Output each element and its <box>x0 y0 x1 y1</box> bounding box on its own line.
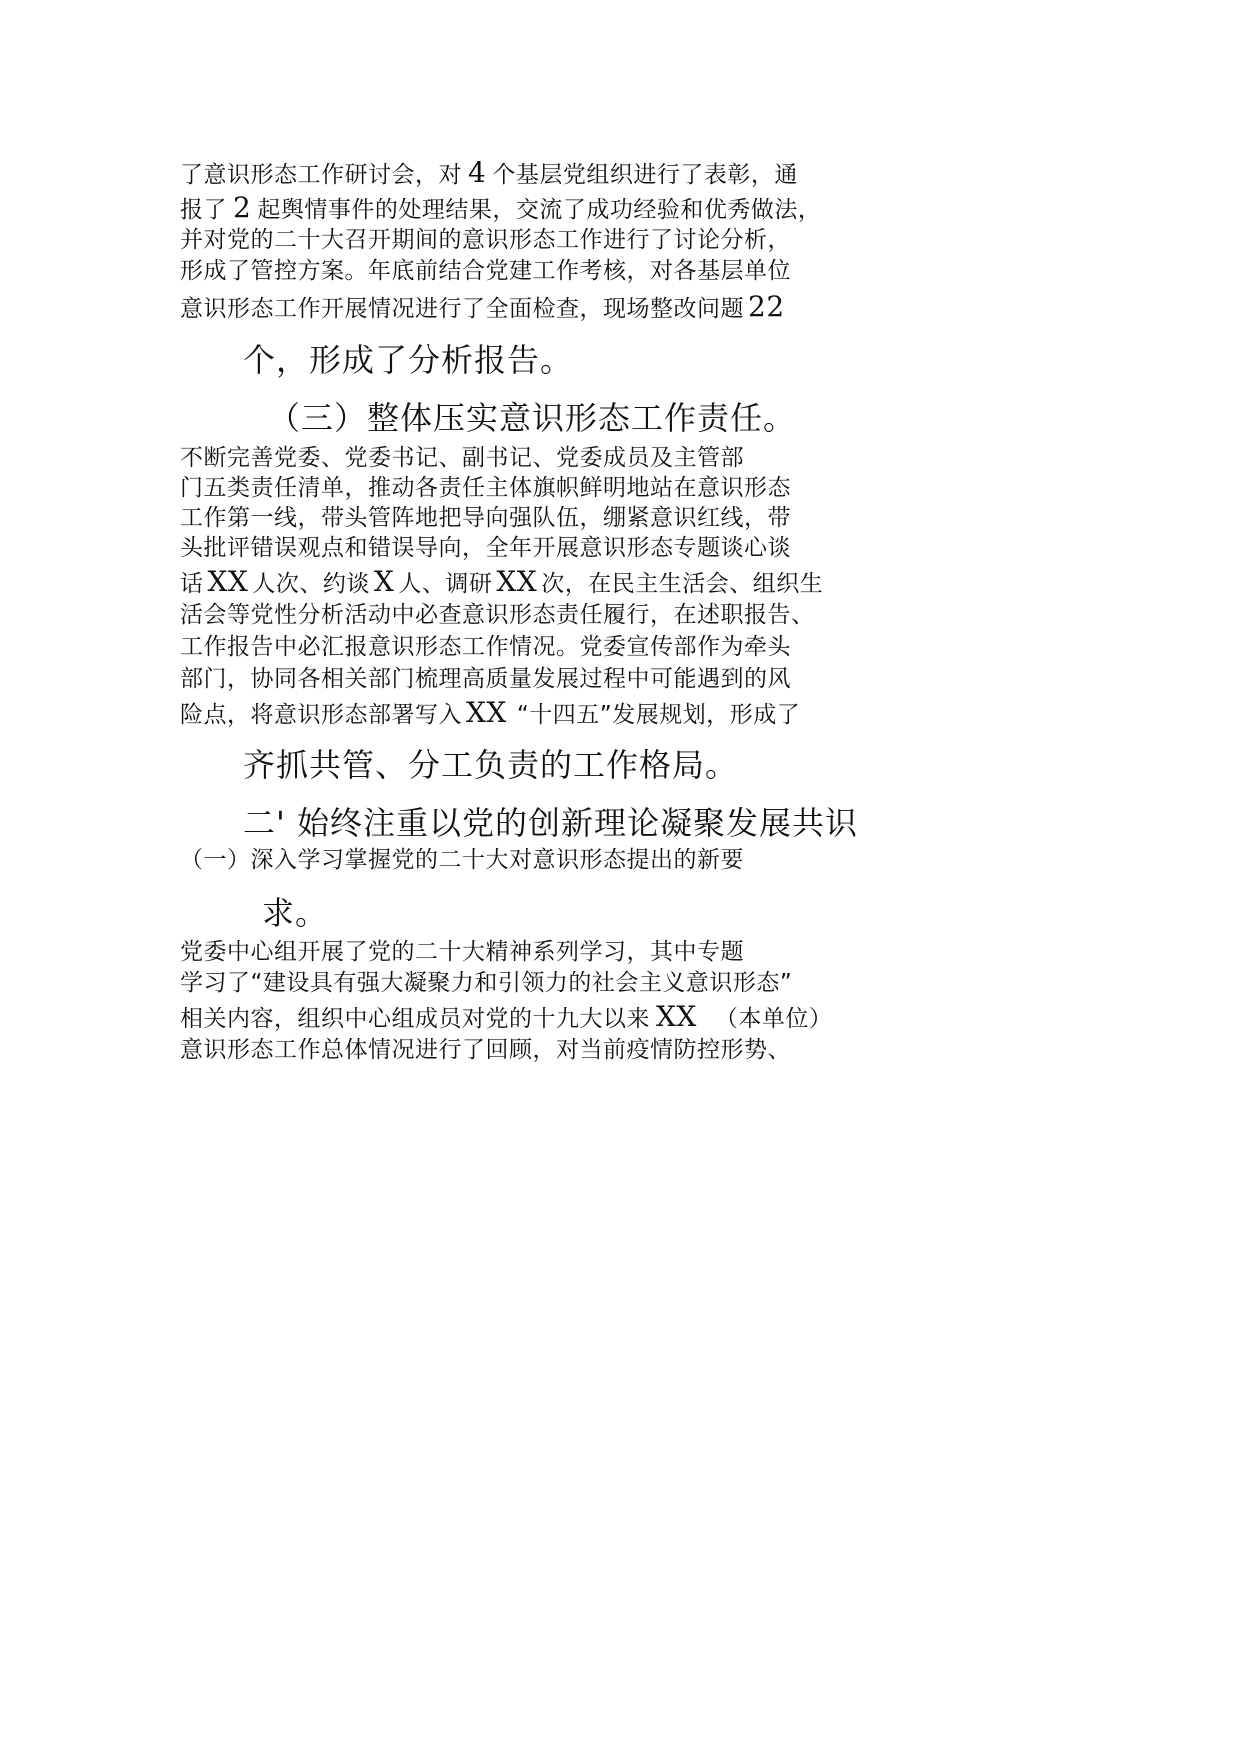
section-heading: （三）整体压实意识形态工作责任。 <box>268 399 797 437</box>
text-line: 个，形成了分析报告。 <box>243 341 574 379</box>
text-line: 门五类责任清单，推动各责任主体旗帜鲜明地站在意识形态 <box>180 475 791 501</box>
text-run: 人次、约谈 <box>252 571 370 597</box>
text-line: 齐抓共管、分工负责的工作格局。 <box>243 746 739 784</box>
number: XX <box>496 565 538 598</box>
text-line <box>180 158 798 190</box>
text-run: 话 <box>180 571 204 597</box>
number: 2 <box>233 191 252 224</box>
number: XX <box>207 565 249 598</box>
number: XX <box>466 696 507 729</box>
text-run: “十四五”发展规划，形成了 <box>516 702 801 728</box>
text-run: 个基层党组织进行了表彰，通 <box>492 162 798 188</box>
text-line <box>180 567 823 599</box>
text-line: 部门，协同各相关部门梳理高质量发展过程中可能遇到的风 <box>180 666 791 692</box>
text-run: 人、调研 <box>398 571 493 597</box>
text-run: 报了 <box>180 197 227 223</box>
text-line <box>180 193 821 225</box>
subsection-heading: （一）深入学习掌握党的二十大对意识形态提出的新要 <box>180 847 744 873</box>
text-run: 了意识形态工作研讨会，对 <box>180 162 462 188</box>
text-line <box>180 292 785 324</box>
text-line: 不断完善党委、党委书记、副书记、党委成员及主管部 <box>180 445 744 471</box>
number: 4 <box>468 156 487 189</box>
text-line: 意识形态工作总体情况进行了回顾，对当前疫情防控形势、 <box>180 1037 791 1063</box>
text-line: 党委中心组开展了党的二十大精神系列学习，其中专题 <box>180 939 744 965</box>
text-run: （本单位） <box>714 1006 833 1032</box>
text-run: 起舆情事件的处理结果，交流了成功经验和优秀做法， <box>257 197 822 223</box>
text-run: 相关内容，组织中心组成员对党的十九大以来 <box>180 1006 650 1032</box>
text-line: 头批评错误观点和错误导向，全年开展意识形态专题谈心谈 <box>180 535 791 561</box>
text-run: 次，在民主生活会、组织生 <box>541 571 824 597</box>
text-line: 求。 <box>262 894 329 932</box>
text-run: 意识形态工作开展情况进行了全面检查，现场整改问题 <box>180 296 744 322</box>
number: 22 <box>748 290 785 323</box>
text-line: 形成了管控方案。年底前结合党建工作考核，对各基层单位 <box>180 258 791 284</box>
text-run: 险点，将意识形态部署写入 <box>180 702 462 728</box>
number: XX <box>656 1000 697 1033</box>
text-line: 工作报告中必汇报意识形态工作情况。党委宣传部作为牵头 <box>180 634 791 660</box>
text-line: 并对党的二十大召开期间的意识形态工作进行了讨论分析， <box>180 227 791 253</box>
text-line <box>180 698 800 730</box>
text-line <box>180 1002 832 1034</box>
text-line: 学习了“建设具有强大凝聚力和引领力的社会主义意识形态” <box>180 970 793 996</box>
text-line: 活会等党性分析活动中必查意识形态责任履行，在述职报告、 <box>180 602 815 628</box>
number: X <box>373 565 395 598</box>
text-line: 工作第一线，带头管阵地把导向强队伍，绷紧意识红线，带 <box>180 505 791 531</box>
section-heading: 二' 始终注重以党的创新理论凝聚发展共识 <box>243 804 858 842</box>
